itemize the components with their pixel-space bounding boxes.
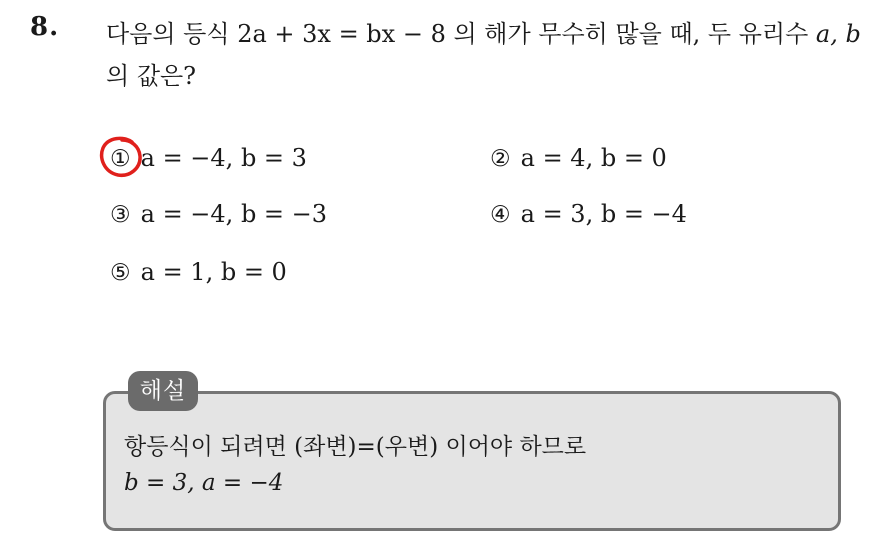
choice-3-number: ③ [110,202,131,228]
question-text-line1 [106,14,861,49]
choice-4-expression: a = 3, b = −4 [520,200,687,228]
solution-tag: 해설 [128,371,198,411]
solution-box [103,391,841,531]
choice-4-number: ④ [490,202,511,228]
question-equation: 2a + 3x = bx − 8 [237,20,446,48]
choice-3-expression: a = −4, b = −3 [140,200,328,228]
choice-5-number: ⑤ [110,260,131,286]
choice-1[interactable] [110,144,307,172]
choice-5[interactable] [110,258,287,286]
question-text-post: 의 해가 무수히 많을 때, 두 유리수 [445,20,816,48]
choice-4[interactable] [490,200,687,228]
choice-2-expression: a = 4, b = 0 [520,144,667,172]
question-text-line2: 의 값은? [106,62,197,90]
solution-line-1: 항등식이 되려면 (좌변)=(우변) 이어야 하므로 [124,434,587,460]
choice-2-number: ② [490,146,511,172]
choice-1-number: ① [110,146,131,172]
question-number: 8. [30,12,60,42]
choice-3[interactable] [110,200,327,228]
question-variables: a, b [815,20,861,48]
choice-1-expression: a = −4, b = 3 [140,144,307,172]
choice-2[interactable] [490,144,667,172]
choice-5-expression: a = 1, b = 0 [140,258,287,286]
solution-line-2: b = 3, a = −4 [124,470,284,496]
question-text-pre: 다음의 등식 [106,20,238,48]
